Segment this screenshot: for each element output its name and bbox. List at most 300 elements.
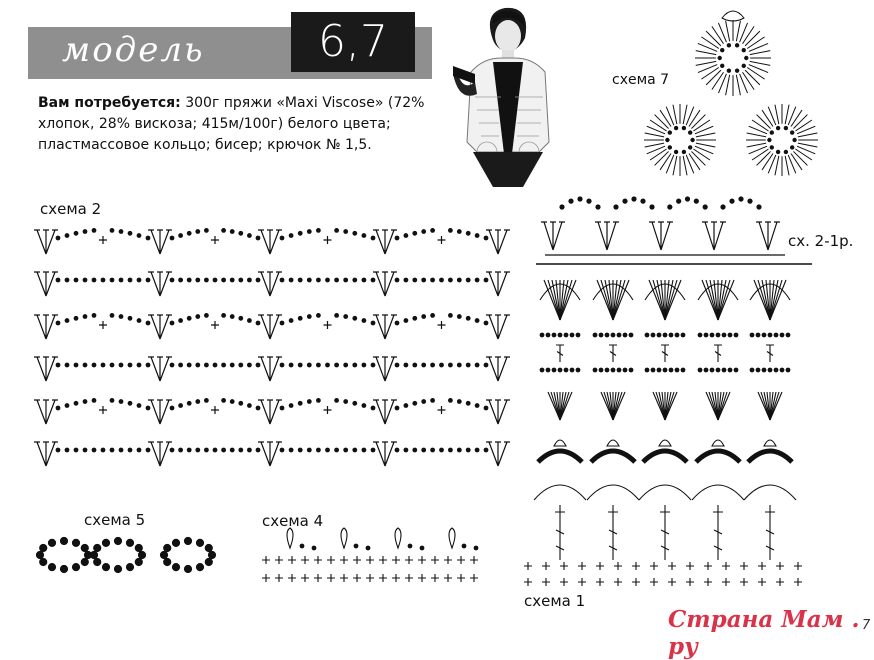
chain-stitch — [289, 403, 294, 408]
chain-stitch — [734, 368, 739, 373]
chain-stitch — [688, 130, 692, 134]
single-crochet — [366, 556, 374, 564]
rosette-stitch — [798, 133, 817, 137]
stitch-fan — [373, 400, 397, 424]
chain-stitch — [316, 313, 321, 318]
chain-stitch — [617, 368, 622, 373]
stitch-fan — [373, 272, 397, 296]
chain-stitch — [343, 399, 348, 404]
chain-stitch — [404, 318, 409, 323]
chain-stitch — [247, 448, 252, 453]
bead — [135, 544, 142, 551]
chain-stitch — [247, 403, 252, 408]
chain-stitch — [137, 403, 142, 408]
chain-stitch — [622, 199, 627, 204]
bead — [184, 565, 191, 572]
chain-stitch — [716, 368, 721, 373]
chain-stitch — [371, 406, 376, 411]
chain-stitch — [448, 228, 453, 233]
bead — [48, 564, 55, 571]
chain-stitch — [688, 145, 692, 149]
chain-stitch — [213, 448, 218, 453]
chain-stitch — [247, 318, 252, 323]
single-crochet — [596, 562, 604, 570]
chain-stitch — [722, 368, 727, 373]
chain-stitch — [371, 278, 376, 283]
single-crochet — [614, 562, 622, 570]
chain-stitch — [595, 204, 600, 209]
chain-stitch — [74, 448, 79, 453]
stitch-fan — [258, 442, 282, 466]
rosette-stitch — [655, 115, 669, 129]
chain-stitch — [256, 321, 261, 326]
chain-stitch — [682, 126, 686, 130]
rosette-stitch — [750, 61, 770, 65]
chain-stitch — [92, 313, 97, 318]
single-crochet — [211, 321, 219, 329]
rosette-stitch — [752, 120, 768, 131]
chain-stitch — [611, 368, 616, 373]
chain-stitch — [221, 398, 226, 403]
bead — [205, 544, 212, 551]
chain-stitch — [74, 363, 79, 368]
chain-stitch — [735, 68, 739, 72]
chain-stitch — [685, 196, 690, 201]
rosette-stitch — [673, 156, 677, 175]
single-crochet — [776, 578, 784, 586]
chain-stitch — [307, 448, 312, 453]
chain-stitch — [371, 321, 376, 326]
single-crochet — [758, 578, 766, 586]
chain-stitch — [221, 363, 226, 368]
rosette-stitch — [747, 37, 764, 49]
chain-stitch — [334, 313, 339, 318]
chain-stitch — [570, 333, 575, 338]
single-crochet — [340, 574, 348, 582]
rosette-stitch — [660, 153, 671, 169]
triple-crochet — [555, 505, 565, 560]
chain-stitch — [371, 363, 376, 368]
chain-stitch — [334, 363, 339, 368]
chain-stitch — [457, 363, 462, 368]
chain-stitch — [362, 448, 367, 453]
chain-stitch — [325, 448, 330, 453]
chain-stitch — [674, 126, 678, 130]
chain-stitch — [65, 363, 70, 368]
chain-stitch — [484, 448, 489, 453]
rosette-stitch — [762, 153, 773, 169]
scheme-1-diagram — [524, 280, 802, 586]
single-crochet — [324, 321, 332, 329]
single-crochet — [444, 556, 452, 564]
chain-stitch — [750, 368, 755, 373]
bead — [196, 539, 203, 546]
chain-stitch — [65, 318, 70, 323]
rosette-stitch — [689, 153, 700, 169]
chain-stitch — [316, 228, 321, 233]
chain-stitch — [74, 278, 79, 283]
chain-stitch — [568, 199, 573, 204]
chain-stitch — [247, 233, 252, 238]
rosette-stitch — [749, 146, 767, 154]
chain-stitch — [178, 233, 183, 238]
chain-stitch — [605, 368, 610, 373]
chain-stitch — [362, 318, 367, 323]
chain-stitch — [770, 145, 774, 149]
chain-stitch — [675, 368, 680, 373]
chain-stitch — [128, 231, 133, 236]
single-crochet — [99, 321, 107, 329]
chain-stitch — [412, 401, 417, 406]
stitch-fan — [34, 272, 58, 296]
chain-stitch — [352, 363, 357, 368]
chain-stitch — [300, 544, 305, 549]
chain-stitch — [204, 313, 209, 318]
bead — [60, 537, 67, 544]
single-crochet — [211, 236, 219, 244]
stitch-fan — [34, 230, 58, 254]
chain-stitch — [137, 448, 142, 453]
chain-stitch — [56, 448, 61, 453]
model-title: модель — [62, 30, 205, 70]
picot-stitch — [341, 528, 347, 548]
stitch-fan — [486, 272, 510, 296]
chain-stitch — [395, 363, 400, 368]
chain-stitch — [448, 398, 453, 403]
chain-stitch — [280, 236, 285, 241]
rosette-stitch — [740, 23, 748, 42]
chain-stitch — [457, 229, 462, 234]
chain-stitch — [558, 333, 563, 338]
rosette-stitch — [673, 105, 677, 124]
chain-stitch — [146, 406, 151, 411]
chain-stitch — [316, 398, 321, 403]
rosette-stitch — [695, 126, 713, 134]
chain-stitch — [404, 363, 409, 368]
chain-stitch — [352, 448, 357, 453]
chain-stitch — [395, 278, 400, 283]
rosette-stitch — [785, 156, 789, 175]
chain-stitch — [230, 229, 235, 234]
chain-stitch — [238, 401, 243, 406]
chain-stitch — [83, 278, 88, 283]
rosette-stitch — [768, 155, 776, 173]
rosette-stitch — [650, 149, 666, 160]
chain-stitch — [128, 316, 133, 321]
chain-stitch — [195, 278, 200, 283]
chain-stitch — [784, 126, 788, 130]
bead — [94, 544, 101, 551]
single-crochet — [632, 562, 640, 570]
stitch-fan — [756, 222, 780, 250]
chain-stitch — [247, 278, 252, 283]
chain-stitch — [137, 233, 142, 238]
single-crochet — [686, 562, 694, 570]
chain-stitch — [298, 401, 303, 406]
chain-stitch — [430, 313, 435, 318]
chain-stitch — [412, 278, 417, 283]
chain-stitch — [475, 403, 480, 408]
chain-stitch — [669, 368, 674, 373]
chain-stitch — [613, 204, 618, 209]
chain-stitch — [110, 313, 115, 318]
chain-stitch — [137, 278, 142, 283]
chain-stitch — [676, 199, 681, 204]
chain-stitch — [576, 333, 581, 338]
chain-stitch — [101, 448, 106, 453]
chain-stitch — [119, 278, 124, 283]
rosette-stitch — [736, 21, 740, 41]
chain-stitch — [92, 363, 97, 368]
single-crochet — [794, 562, 802, 570]
chain-stitch — [475, 318, 480, 323]
chain-stitch — [747, 199, 752, 204]
single-crochet — [457, 574, 465, 582]
chain-stitch — [280, 448, 285, 453]
chain-stitch — [698, 333, 703, 338]
rosette-stitch — [788, 107, 796, 125]
stitch-fan — [702, 222, 726, 250]
stitch-fan — [34, 357, 58, 381]
chain-stitch — [178, 278, 183, 283]
chain-stitch — [289, 363, 294, 368]
chain-stitch — [546, 368, 551, 373]
single-crochet — [560, 578, 568, 586]
single-crochet — [524, 562, 532, 570]
chain-stitch — [657, 333, 662, 338]
chain-stitch — [230, 278, 235, 283]
chain-stitch — [195, 229, 200, 234]
triple-crochet — [765, 505, 775, 560]
chain-stitch — [408, 544, 413, 549]
chain-stitch — [298, 363, 303, 368]
chain-stitch — [668, 130, 672, 134]
triple-crochet — [608, 505, 618, 560]
chain-stitch — [256, 278, 261, 283]
single-crochet — [650, 562, 658, 570]
stitch-fan — [486, 442, 510, 466]
chain-stitch — [780, 333, 785, 338]
chain-stitch — [649, 204, 654, 209]
rosette-stitch — [718, 74, 726, 93]
rosette-stitch — [686, 107, 694, 125]
chain-stitch — [307, 229, 312, 234]
chain-stitch — [137, 363, 142, 368]
chain-stitch — [213, 363, 218, 368]
chain-stitch — [343, 314, 348, 319]
bead — [160, 551, 167, 558]
single-crochet — [740, 578, 748, 586]
single-crochet — [560, 562, 568, 570]
chain-stitch — [83, 229, 88, 234]
bead — [172, 539, 179, 546]
chain-stitch — [774, 368, 779, 373]
chain-stitch — [362, 363, 367, 368]
chain-stitch — [657, 368, 662, 373]
chain-stitch — [756, 368, 761, 373]
chain-stitch — [343, 229, 348, 234]
chain-stitch — [430, 398, 435, 403]
chain-stitch — [484, 321, 489, 326]
chain-stitch — [577, 196, 582, 201]
chain-stitch — [371, 236, 376, 241]
chain-stitch — [744, 56, 748, 60]
chain-stitch — [774, 333, 779, 338]
single-crochet — [211, 406, 219, 414]
chain-stitch — [110, 398, 115, 403]
chain-stitch — [221, 228, 226, 233]
chain-stitch — [352, 231, 357, 236]
stitch-fan — [258, 230, 282, 254]
chain-stitch — [631, 196, 636, 201]
chain-stitch — [362, 233, 367, 238]
chain-stitch — [289, 448, 294, 453]
scheme-4-label: схема 4 — [262, 512, 324, 530]
scheme-7-label: схема 7 — [612, 72, 670, 88]
rosette-stitch — [793, 115, 807, 129]
chain-stitch — [734, 333, 739, 338]
chain-stitch — [475, 363, 480, 368]
chain-stitch — [617, 333, 622, 338]
chain-stitch — [768, 368, 773, 373]
single-crochet — [327, 574, 335, 582]
rosette-stitch — [795, 149, 811, 160]
chain-stitch — [703, 204, 708, 209]
chain-stitch — [334, 228, 339, 233]
chain-stitch — [786, 368, 791, 373]
chain-stitch — [280, 321, 285, 326]
stitch-fan — [148, 315, 172, 339]
rosette-stitch — [695, 146, 713, 154]
rosette-stitch — [666, 107, 674, 125]
arch-chain — [639, 485, 691, 500]
chain-stitch — [256, 236, 261, 241]
rosette-stitch — [696, 51, 716, 55]
chain-stitch — [421, 399, 426, 404]
single-crochet — [288, 574, 296, 582]
rosette-stitch — [660, 110, 671, 126]
single-crochet — [444, 574, 452, 582]
chain-stitch — [170, 236, 175, 241]
bead — [138, 551, 145, 558]
bead — [205, 558, 212, 565]
rosette-stitch — [726, 21, 730, 41]
rosette-stitch — [689, 110, 700, 126]
scheme-2-row1-diagram — [541, 196, 785, 255]
chain-stitch — [742, 48, 746, 52]
chain-stitch — [430, 448, 435, 453]
bead — [81, 544, 88, 551]
bead — [184, 537, 191, 544]
bead — [48, 539, 55, 546]
chain-stitch — [790, 130, 794, 134]
double-crochet — [556, 345, 564, 362]
chain-stitch — [564, 368, 569, 373]
rosette-stitch — [797, 146, 815, 154]
rosette-stitch — [749, 126, 767, 134]
chain-stitch — [128, 363, 133, 368]
chain-stitch — [540, 333, 545, 338]
bead — [126, 539, 133, 546]
chain-stitch — [119, 314, 124, 319]
chain-stitch — [187, 363, 192, 368]
rosette-stitch — [749, 43, 768, 51]
chain-stitch — [694, 199, 699, 204]
picot-stitch — [659, 440, 671, 446]
single-crochet — [340, 556, 348, 564]
rosette-stitch — [691, 115, 705, 129]
picot-stitch — [554, 440, 566, 446]
single-crochet — [379, 556, 387, 564]
single-crochet — [99, 236, 107, 244]
chain-stitch — [674, 150, 678, 154]
chain-stitch — [352, 401, 357, 406]
chain-stitch — [439, 278, 444, 283]
chain-stitch — [289, 233, 294, 238]
chain-stitch — [187, 231, 192, 236]
chain-stitch — [466, 278, 471, 283]
single-crochet — [457, 556, 465, 564]
chain-stitch — [119, 448, 124, 453]
stitch-fan — [34, 442, 58, 466]
chain-stitch — [623, 333, 628, 338]
rosette-stitch — [793, 151, 807, 165]
single-crochet — [470, 574, 478, 582]
chain-stitch — [92, 448, 97, 453]
rosette-stitch — [712, 72, 724, 89]
chain-stitch — [669, 333, 674, 338]
chain-stitch — [552, 333, 557, 338]
chain-stitch — [128, 278, 133, 283]
arch-chain — [692, 485, 744, 500]
chain-stitch — [256, 448, 261, 453]
chain-stitch — [611, 333, 616, 338]
double-crochet — [766, 345, 774, 362]
chain-stitch — [421, 448, 426, 453]
chain-stitch — [110, 448, 115, 453]
chain-stitch — [792, 138, 796, 142]
single-crochet — [262, 556, 270, 564]
chain-stitch — [762, 368, 767, 373]
chain-stitch — [762, 333, 767, 338]
single-crochet — [794, 578, 802, 586]
chain-stitch — [558, 368, 563, 373]
single-crochet — [431, 556, 439, 564]
chain-stitch — [395, 321, 400, 326]
chain-stitch — [65, 278, 70, 283]
chain-stitch — [178, 318, 183, 323]
chain-stitch — [352, 278, 357, 283]
chain-stitch — [128, 448, 133, 453]
chain-stitch — [92, 398, 97, 403]
chain-stitch — [412, 316, 417, 321]
chain-stitch — [412, 363, 417, 368]
chain-stitch — [137, 318, 142, 323]
chain-stitch — [665, 138, 669, 142]
chain-stitch — [421, 278, 426, 283]
chain-stitch — [307, 278, 312, 283]
chain-stitch — [448, 313, 453, 318]
chain-stitch — [187, 401, 192, 406]
chain-stitch — [430, 363, 435, 368]
double-crochet — [714, 345, 722, 362]
single-crochet — [405, 574, 413, 582]
materials-body: 300г пряжи «Maxi Viscose» (72% хлопок, 28% вискоза; 415м/100г) белого цвета; пластмассовое кольцо; бисер; крючок № 1,5. — [38, 95, 425, 153]
chain-stitch — [343, 448, 348, 453]
rosette-stitch — [650, 120, 666, 131]
chain-stitch — [430, 228, 435, 233]
stitch-fan — [486, 315, 510, 339]
